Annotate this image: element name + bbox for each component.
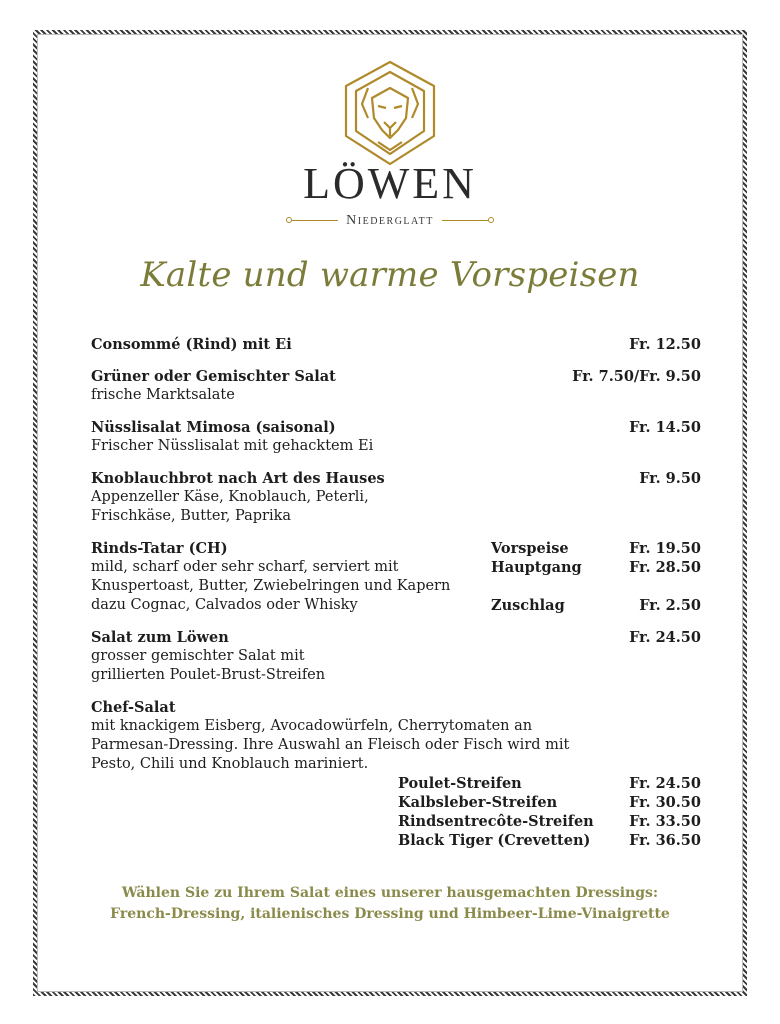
- item-description: mit knackigem Eisberg, Avocadowürfeln, Cherrytomaten an: [91, 718, 533, 734]
- location-text: Niederglatt: [346, 213, 434, 228]
- item-name: Knoblauchbrot nach Art des Hauses: [91, 470, 385, 487]
- item-description: Knuspertoast, Butter, Zwiebelringen und Kapern: [91, 578, 451, 594]
- item-price: Fr. 24.50: [629, 629, 701, 646]
- option-price: Fr. 2.50: [639, 597, 701, 614]
- menu-list: [91, 335, 701, 863]
- item-description: Pesto, Chili und Knoblauch mariniert.: [91, 756, 369, 772]
- option-price: Fr. 24.50: [629, 775, 701, 792]
- item-price: Fr. 12.50: [629, 336, 701, 353]
- menu-item-tatar: [91, 539, 701, 615]
- item-name: Rinds-Tatar (CH): [91, 540, 228, 557]
- item-description: grosser gemischter Salat mit: [91, 648, 305, 664]
- item-description: dazu Cognac, Calvados oder Whisky: [91, 597, 358, 613]
- menu-item: [91, 367, 701, 405]
- item-price: Fr. 14.50: [629, 419, 701, 436]
- option-price: Fr. 28.50: [629, 559, 701, 576]
- lion-logo-icon: [338, 58, 442, 168]
- ornament-left-icon: [292, 220, 338, 221]
- item-name: Salat zum Löwen: [91, 629, 229, 646]
- dressing-note-line: Wählen Sie zu Ihrem Salat eines unserer hausgemachten Dressings:: [121, 885, 659, 901]
- item-description: frische Marktsalate: [91, 387, 235, 403]
- option-price: Fr. 33.50: [629, 813, 701, 830]
- option-label: Zuschlag: [491, 597, 565, 614]
- option-price: Fr. 36.50: [629, 832, 701, 849]
- menu-item-chef-salat: [91, 698, 701, 850]
- item-description: Frischer Nüsslisalat mit gehacktem Ei: [91, 438, 374, 454]
- item-name: Grüner oder Gemischter Salat: [91, 368, 336, 385]
- option-label: Kalbsleber-Streifen: [398, 794, 558, 811]
- item-description: mild, scharf oder sehr scharf, serviert mit: [91, 559, 399, 575]
- option-label: Poulet-Streifen: [398, 775, 522, 792]
- item-name: Chef-Salat: [91, 699, 176, 716]
- item-name: Nüsslisalat Mimosa (saisonal): [91, 419, 336, 436]
- item-price: Fr. 7.50/Fr. 9.50: [572, 368, 701, 385]
- item-description: Appenzeller Käse, Knoblauch, Peterli,: [91, 489, 369, 505]
- location-line: [0, 213, 780, 229]
- menu-item: [91, 469, 701, 526]
- item-description: Frischkäse, Butter, Paprika: [91, 508, 292, 524]
- option-label: Hauptgang: [491, 559, 582, 576]
- option-label: Black Tiger (Crevetten): [398, 832, 591, 849]
- option-label: Vorspeise: [491, 540, 569, 557]
- option-price: Fr. 30.50: [629, 794, 701, 811]
- option-price: Fr. 19.50: [629, 540, 701, 557]
- dressing-note-line: French-Dressing, italienisches Dressing und Himbeer-Lime-Vinaigrette: [110, 906, 670, 922]
- brand-name: LÖWEN: [303, 159, 477, 208]
- dressing-note: [0, 883, 780, 925]
- option-label: Rindsentrecôte-Streifen: [398, 813, 594, 830]
- ornament-right-icon: [442, 220, 488, 221]
- item-price: Fr. 9.50: [639, 470, 701, 487]
- page-title: Kalte und warme Vorspeisen: [140, 255, 640, 295]
- item-name: Consommé (Rind) mit Ei: [91, 336, 292, 353]
- item-description: grillierten Poulet-Brust-Streifen: [91, 667, 326, 683]
- menu-item: [91, 335, 701, 354]
- item-description: Parmesan-Dressing. Ihre Auswahl an Fleisch oder Fisch wird mit: [91, 737, 570, 753]
- menu-item: [91, 418, 701, 456]
- menu-item: [91, 628, 701, 685]
